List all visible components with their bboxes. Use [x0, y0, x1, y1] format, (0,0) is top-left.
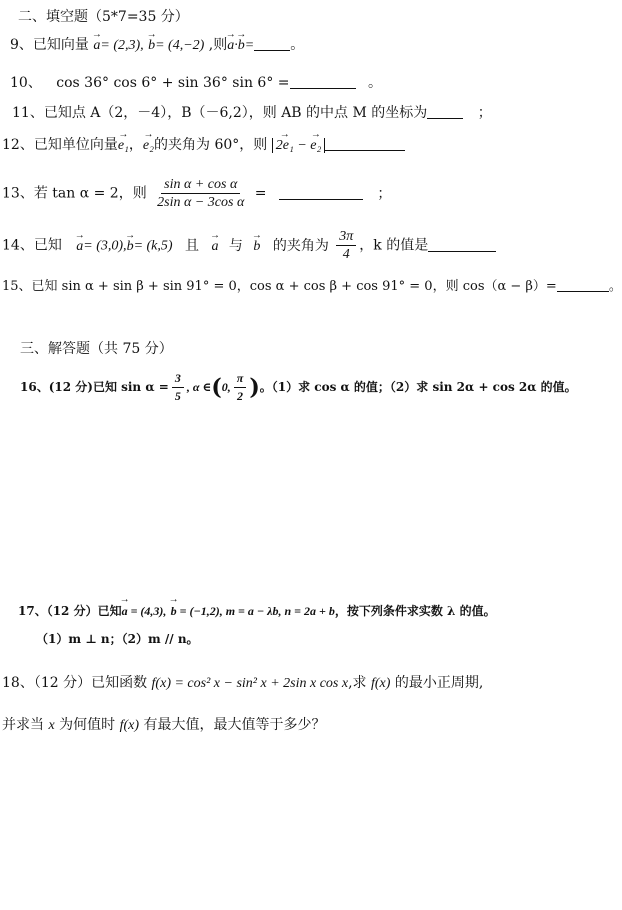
q17-line1-a: 17、（12 分）已知 — [18, 604, 122, 618]
vector-b: → b — [148, 37, 155, 55]
q9-b-value: = (4,−2) — [155, 38, 205, 53]
q10-end: 。 — [367, 75, 382, 91]
q9-a-value: = (2,3), — [100, 38, 144, 53]
q16-interval-fraction — [234, 370, 247, 405]
vector-a: → a — [76, 238, 83, 256]
q16-text: 已知 sin α = — [92, 380, 169, 394]
q15-number: 15、 — [2, 279, 32, 294]
q10-expression: cos 36° cos 6° + sin 36° sin 6° = — [56, 75, 290, 91]
q16-number: 16、 — [20, 380, 49, 394]
q18-function: f(x) = cos² x − sin² x + 2sin x cos x — [151, 676, 349, 691]
q13-frac-num: sin α + cos α — [161, 176, 240, 194]
q17-m-def: m = a − λb, n = 2a + b — [222, 604, 335, 618]
question-10 — [10, 74, 382, 92]
q16-ask: 。（1）求 cos α 的值；（2）求 sin 2α + cos 2α 的值。 — [259, 380, 577, 394]
question-16: 16、(12 分)已知 sin α = $\frac{3}{5}$ , α ∈(0, $\frac{\pi}{2}$ )。（1）求 cos α 的值；（2）求 sin 2α + cos 2α 的值。 — [20, 371, 577, 403]
q14-angle-text: 的夹角为 — [272, 237, 329, 254]
q18-fx-2: f(x) — [119, 718, 140, 733]
vector-a: → a — [122, 602, 128, 620]
q18-line2-c: 有最大值，最大值等于多少？ — [143, 717, 326, 733]
question-18-line-1 — [2, 674, 483, 693]
q16-fraction — [172, 370, 184, 405]
q14-answer-blank[interactable] — [428, 251, 496, 252]
q14-fraction — [336, 228, 356, 263]
question-11 — [12, 104, 492, 122]
q12-number: 12、 — [2, 137, 34, 153]
vector-e2: → e₂ — [143, 137, 154, 155]
question-18-line-2 — [2, 716, 325, 735]
question-14 — [2, 228, 496, 263]
q14-b-value: = (k,5) — [133, 238, 173, 254]
q12-text: 已知单位向量 — [33, 137, 118, 153]
q14-and: 且 — [185, 237, 200, 254]
vector-b-dot: → b — [238, 37, 245, 55]
question-17-line-1 — [18, 602, 496, 620]
q12-answer-blank[interactable] — [325, 150, 405, 151]
vector-e1: → e₁ — [118, 137, 129, 155]
q13-fraction — [154, 176, 247, 211]
question-17-line-2: （1）m ⊥ n；（2）m // n。 — [36, 632, 199, 646]
q10-number: 10、 — [10, 75, 42, 91]
question-12 — [2, 136, 405, 155]
section-title-solve: 三、解答题（共 75 分） — [20, 341, 173, 357]
q12-abs-minus: − — [293, 138, 311, 153]
q18-line2-b: 为何值时 — [59, 717, 116, 733]
q13-eq: = — [254, 185, 267, 202]
q9-text: 已知向量 — [32, 37, 89, 53]
vector-a-dot: → a — [227, 37, 234, 55]
q14-text: 已知 — [33, 237, 62, 254]
q11-text: 11、已知点 A（2，－4），B（－6,2），则 AB 的中点 M 的坐标为 — [12, 105, 428, 121]
q18-line1-a: 18、（12 分）已知函数 — [2, 675, 148, 691]
q14-number: 14、 — [2, 237, 34, 254]
q9-answer-blank[interactable] — [254, 50, 290, 51]
q11-answer-blank[interactable] — [427, 118, 463, 119]
q12-abs-2e1: → 2e₁ — [276, 137, 294, 155]
q15-answer-blank[interactable] — [557, 291, 609, 292]
q18-fx: f(x) — [370, 676, 391, 691]
q17-line1-end: ，按下列条件求实数 λ 的值。 — [334, 604, 496, 618]
q10-answer-blank[interactable] — [290, 88, 356, 89]
q14-a-value: = (3,0), — [83, 238, 127, 254]
q9-end: 。 — [290, 37, 305, 53]
vector-a: → a — [93, 37, 100, 55]
vector-b: → b — [127, 238, 134, 256]
q16-frac-num: 3 — [172, 370, 184, 388]
q14-vector-a: → a — [211, 238, 218, 256]
q17-a-value: = (4,3), — [127, 604, 167, 618]
q16-int-num: π — [234, 370, 247, 388]
question-15 — [2, 278, 622, 296]
q12-abs-expression — [272, 138, 326, 153]
q16-frac-den: 5 — [174, 389, 181, 403]
vector-b: → b — [171, 602, 177, 620]
q16-int-den: 2 — [237, 389, 244, 403]
q18-x: x — [48, 718, 55, 733]
q13-number: 13、 — [2, 185, 34, 202]
q15-end: 。 — [608, 279, 622, 294]
question-9: 9、已知向量 → a= (2,3), → b= (4,−2) ,则→ a·→ b= 。 — [10, 36, 304, 55]
q16-int-zero: 0, — [221, 380, 231, 394]
q15-text: 已知 sin α + sin β + sin 91° = 0，cos α + cos β + cos 91° = 0，则 cos（α − β）= — [31, 279, 557, 294]
q14-frac-num: 3π — [336, 228, 356, 246]
q14-k-text: ，k 的值是 — [359, 237, 429, 254]
q18-line1-c: 的最小正周期, — [394, 675, 484, 691]
q18-line1-b: ,求 — [348, 675, 367, 691]
section-title-fill-in: 二、填空题（5*7=35 分） — [18, 9, 189, 25]
question-13 — [2, 176, 391, 211]
q17-b-value: = (−1,2), — [176, 604, 223, 618]
q12-abs-e2: → e₂ — [310, 137, 321, 155]
q11-end: ； — [477, 105, 492, 121]
q16-alpha-in: , α ∈ — [186, 380, 212, 394]
q18-line2-a: 并求当 — [2, 717, 44, 733]
q13-frac-den: 2sin α − 3cos α — [157, 195, 245, 210]
q9-ask: ,则 — [204, 37, 228, 53]
q14-with: 与 — [228, 237, 243, 254]
q9-number: 9、 — [10, 37, 33, 53]
q12-text2: 的夹角为 60°，则 — [154, 137, 268, 153]
q12-comma: ， — [128, 137, 143, 153]
q13-end: ； — [377, 185, 392, 202]
q14-vector-b: → b — [253, 238, 260, 256]
q13-text: 若 tan α = 2，则 — [33, 185, 147, 202]
q14-frac-den: 4 — [342, 247, 350, 262]
q16-score: (12 分) — [48, 380, 93, 394]
q13-answer-blank[interactable] — [279, 199, 363, 200]
